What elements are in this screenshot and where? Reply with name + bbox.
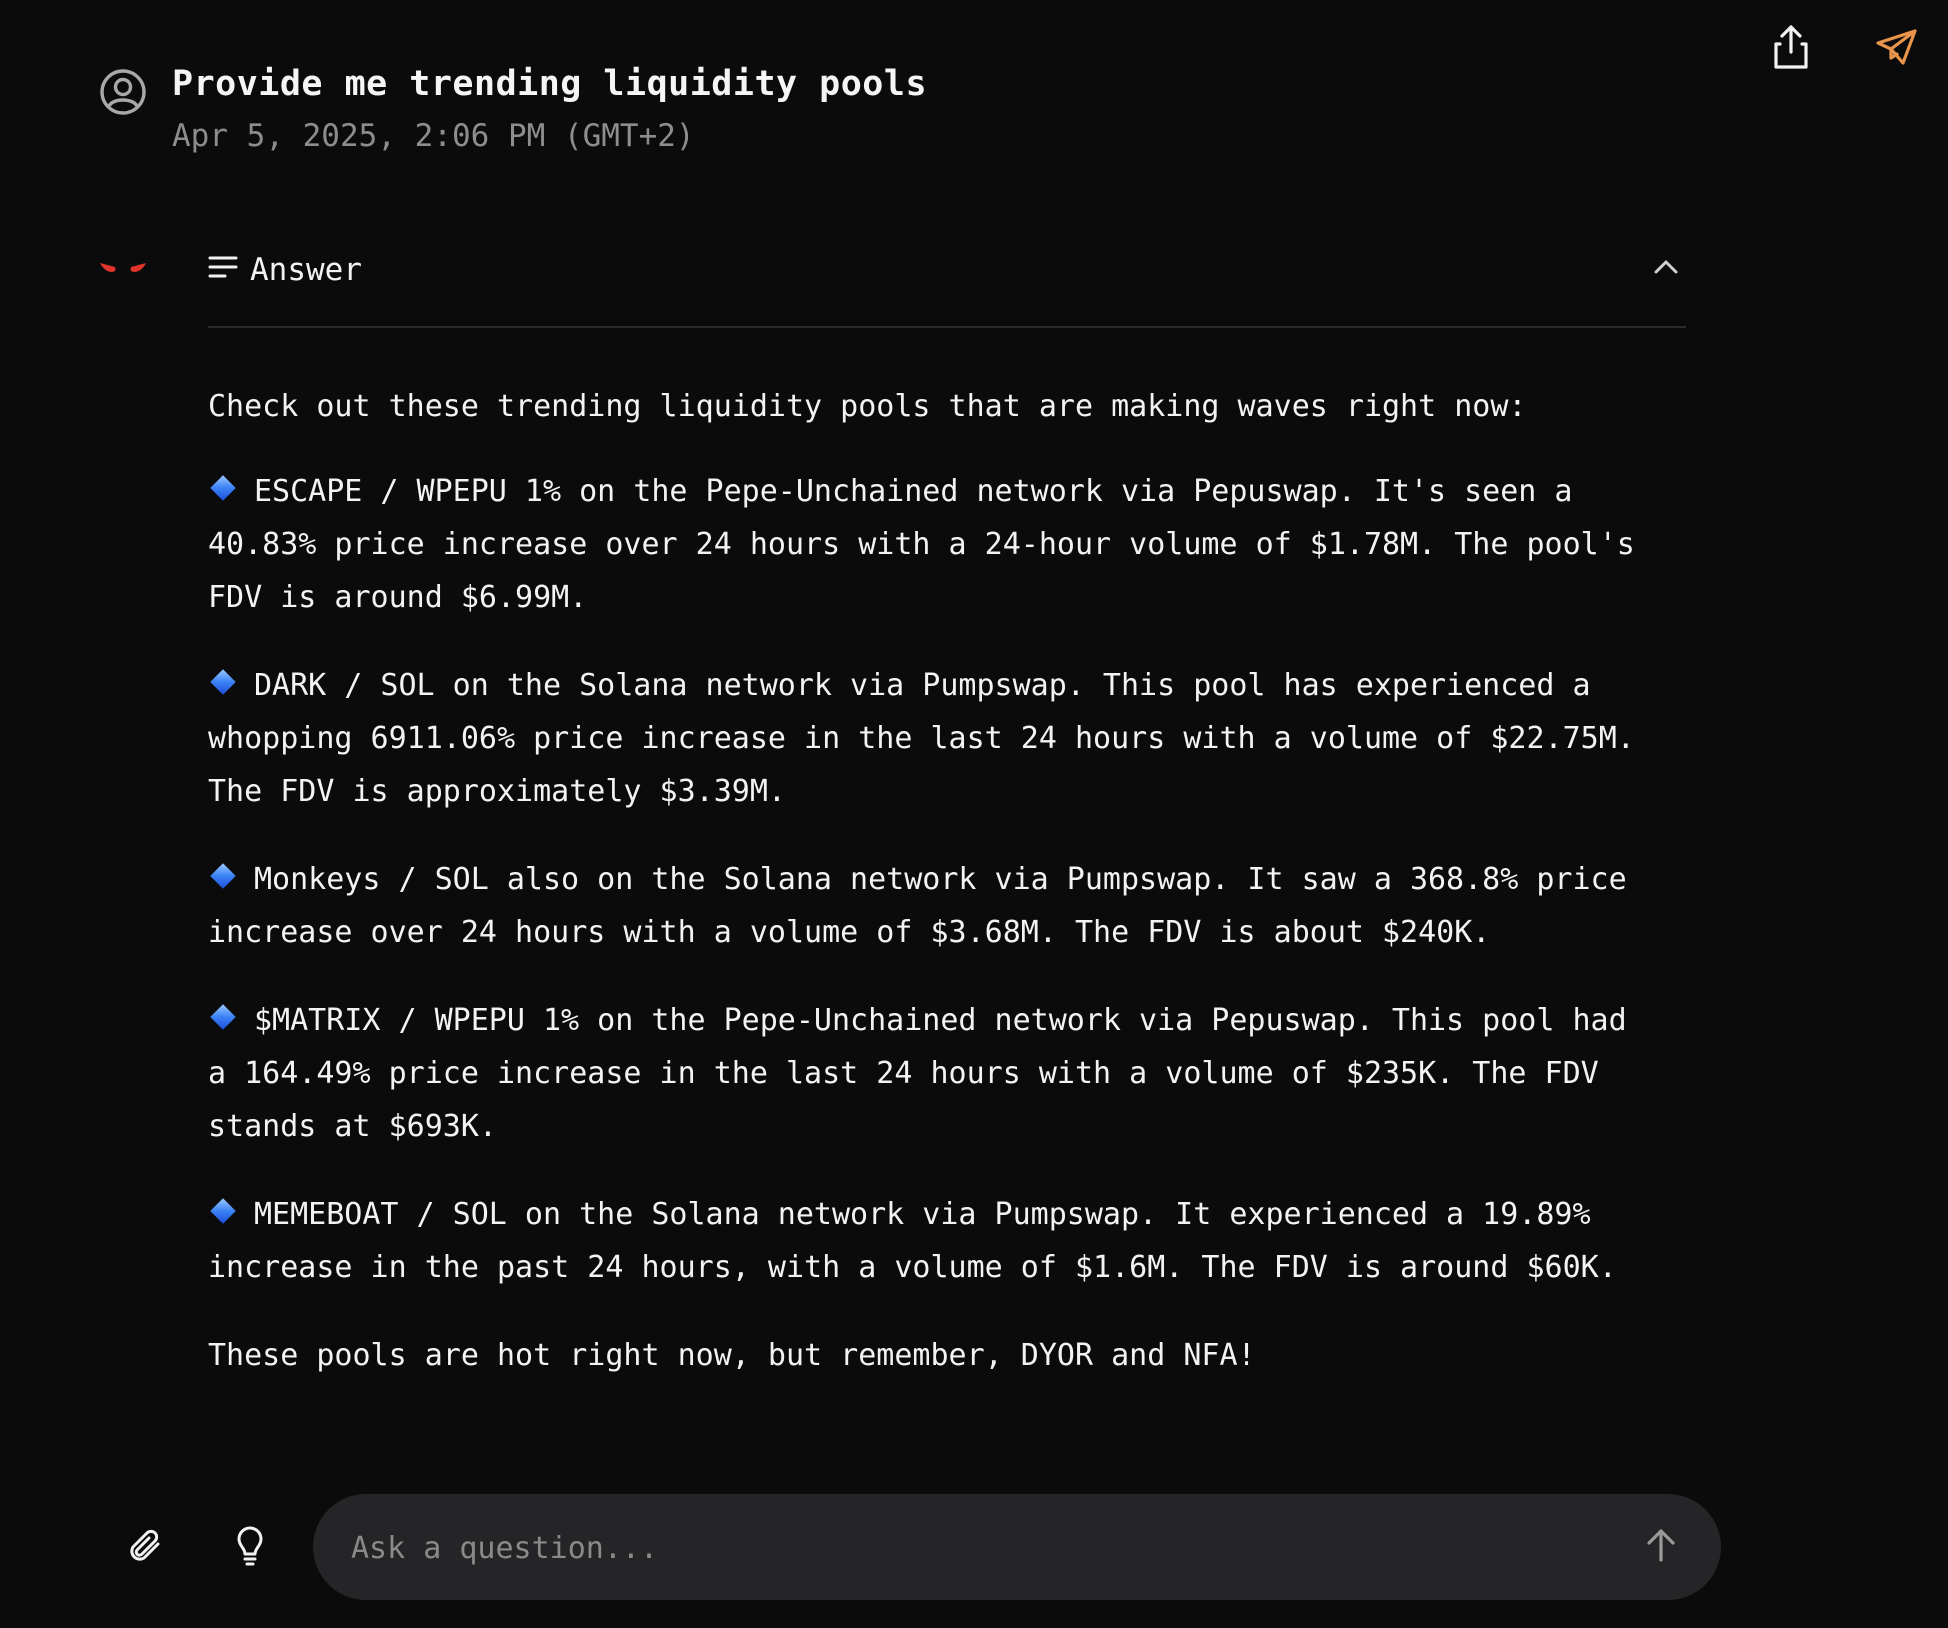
pool-item [208, 1188, 1686, 1294]
pool-line: MEMEBOAT / SOL on the Solana network via Pumpswap. It experienced a 19.89% [254, 1197, 1591, 1232]
pool-line: 40.83% price increase over 24 hours with a 24-hour volume of $1.78M. The pool's [208, 527, 1635, 562]
pool-line: increase in the past 24 hours, with a volume of $1.6M. The FDV is around $60K. [208, 1250, 1617, 1285]
question-title: Provide me trending liquidity pools [172, 64, 928, 104]
diamond-bullet-icon [210, 669, 235, 694]
send-icon [1875, 28, 1919, 70]
assistant-avatar-icon [98, 258, 148, 280]
ask-input[interactable] [349, 1494, 1553, 1602]
pool-item [208, 994, 1686, 1153]
user-avatar-icon [98, 67, 148, 117]
collapse-button[interactable] [1646, 248, 1686, 288]
suggestions-button[interactable] [222, 1520, 278, 1576]
share-button[interactable] [1764, 22, 1818, 76]
attach-button[interactable] [117, 1520, 173, 1576]
answer-body [208, 380, 1686, 1417]
pool-item [208, 659, 1686, 818]
answer-label: Answer [250, 252, 362, 288]
pool-line: FDV is around $6.99M. [208, 580, 588, 615]
pool-line: a 164.49% price increase in the last 24 hours with a volume of $235K. The FDV [208, 1056, 1599, 1091]
share-icon [1771, 24, 1811, 74]
telegram-send-button[interactable] [1870, 22, 1924, 76]
text-lines-icon [208, 252, 238, 288]
answer-intro: Check out these trending liquidity pools that are making waves right now: [208, 389, 1527, 424]
pool-item [208, 465, 1686, 624]
lightbulb-icon [235, 1526, 265, 1570]
pool-line: stands at $693K. [208, 1109, 497, 1144]
pool-line: The FDV is approximately $3.39M. [208, 774, 786, 809]
pool-line: DARK / SOL on the Solana network via Pumpswap. This pool has experienced a [254, 668, 1591, 703]
answer-outro: These pools are hot right now, but remember, DYOR and NFA! [208, 1338, 1256, 1373]
pool-line: ESCAPE / WPEPU 1% on the Pepe-Unchained network via Pepuswap. It's seen a [254, 474, 1573, 509]
diamond-bullet-icon [210, 863, 235, 888]
arrow-up-icon [1645, 1528, 1677, 1566]
pool-line: $MATRIX / WPEPU 1% on the Pepe-Unchained network via Pepuswap. This pool had [254, 1003, 1627, 1038]
submit-question-button[interactable] [1635, 1521, 1687, 1573]
diamond-bullet-icon [210, 1004, 235, 1029]
diamond-bullet-icon [210, 475, 235, 500]
pool-line: increase over 24 hours with a volume of $3.68M. The FDV is about $240K. [208, 915, 1491, 950]
diamond-bullet-icon [210, 1198, 235, 1223]
paperclip-icon [125, 1526, 165, 1570]
pool-item [208, 853, 1686, 959]
pool-line: Monkeys / SOL also on the Solana network via Pumpswap. It saw a 368.8% price [254, 862, 1627, 897]
answer-header [208, 246, 1686, 328]
chevron-up-icon [1654, 259, 1678, 278]
question-timestamp: Apr 5, 2025, 2:06 PM (GMT+2) [172, 118, 695, 154]
pool-line: whopping 6911.06% price increase in the last 24 hours with a volume of $22.75M. [208, 721, 1635, 756]
ask-box [313, 1494, 1721, 1600]
answer-toggle[interactable] [208, 252, 362, 288]
